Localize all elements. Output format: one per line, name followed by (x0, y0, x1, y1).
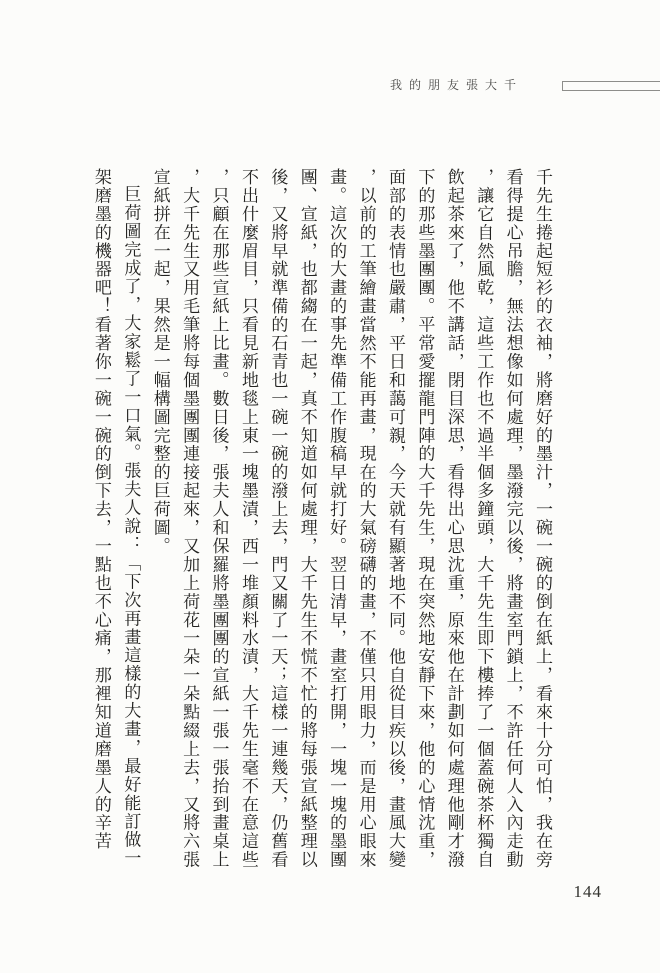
paragraph: 千先生捲起短衫的衣袖，將磨好的墨汁，一碗一碗的倒在紙上，看來十分可怕，我在旁看得提心吊膽，無法想像如何處理，墨潑完以後，將畫室門鎖上，不許任何人入內走動，讓它自然風乾，這些工作也不過半個多鐘頭，大千先生即下樓捧了一個蓋碗茶杯獨自飲起茶來了，他不講話，閉目深思，看得出心思沈重，原來他在計劃如何處理他剛才潑下的那些墨團團。平常愛擺龍門陣的大千先生，現在突然地安靜下來，他的心情沈重，面部的表情也嚴肅，平日和藹可親，今天就有顯著地不同。他自從目疾以後，畫風大變，以前的工筆繪畫當然不能再畫，現在的大氣磅礴的畫，不僅只用眼力，而是用心眼來畫。這次的大畫的事先準備工作腹稿早就打好。翌日清早，畫室打開，一塊一塊的墨團團、宣紙，也都縐在一起，真不知道如何處理，大千先生不慌不忙的將每張宣紙整理以後，又將早就準備的石青也一碗一碗的潑上去，門又關了一天；這樣一連幾天，仍舊看不出什麼眉目，只看見新地毯上東一塊墨漬，西一堆顏料水漬，大千先生毫不在意這些，只顧在那些宣紙上比畫。數日後，張夫人和保羅將墨團團的宣紙一張一張抬到畫桌上，大千先生又用毛筆將每個墨團團連接起來，又加上荷花一朵一朵點綴上去，又將六張宣紙拼在一起，果然是一幅構圖完整的巨荷圖。 (150, 168, 552, 870)
running-head-title: 我的朋友張大千 (389, 78, 523, 92)
header-rule-box (562, 81, 660, 91)
page-number: 144 (573, 882, 602, 901)
paragraph: 巨荷圖完成了，大家鬆了一口氣。張夫人說：「下次再畫這樣的大畫，最好能訂做一架磨墨的機器吧！看著你一碗一碗的倒下去，一點也不心痛，那裡知道磨墨人的辛苦 (91, 168, 141, 868)
page-body-vertical-text (83, 168, 557, 871)
